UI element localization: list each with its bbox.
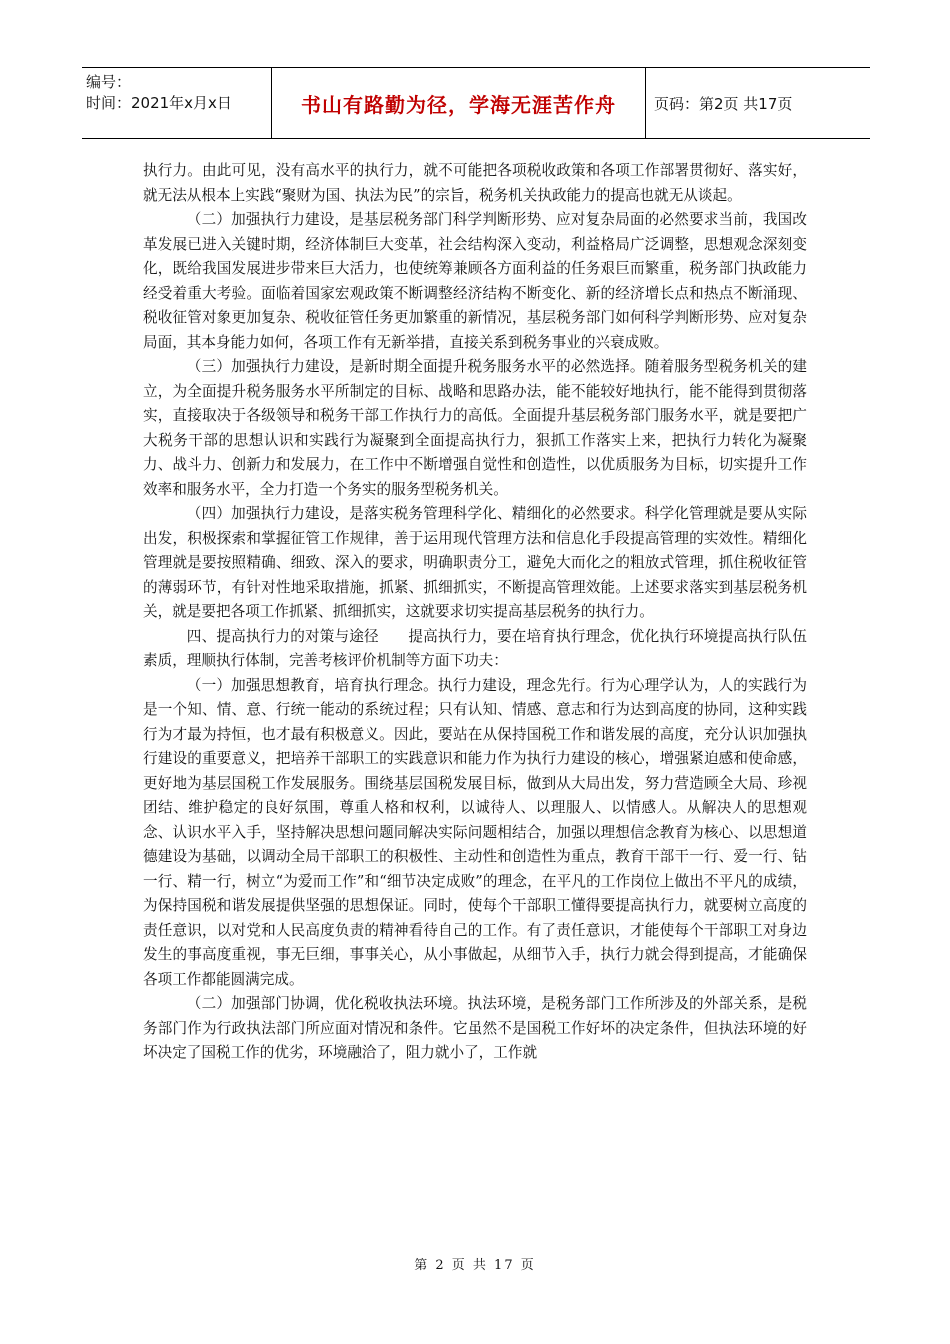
paragraph-section-4: （四）加强执行力建设，是落实税务管理科学化、精细化的必然要求。科学化管理就是要从实际出发，积极探索和掌握征管工作规律，善于运用现代管理方法和信息化手段提高管理的实效性。精细化管理就是要按照精确、细致、深入的要求，明确职责分工，避免大而化之的粗放式管理，抓住税收征管的薄弱环节，有针对性地采取措施，抓紧、抓细抓实，不断提高管理效能。上述要求落实到基层税务机关，就是要把各项工作抓紧、抓细抓实，这就要求切实提高基层税务的执行力。 (143, 505, 807, 620)
document-number-label: 编号： (86, 73, 132, 91)
document-body (143, 159, 807, 1066)
header-meta (82, 68, 272, 138)
paragraph-section-3: （三）加强执行力建设，是新时期全面提升税务服务水平的必然选择。随着服务型税务机关的建立，为全面提升税务服务水平所制定的目标、战略和思路办法，能不能较好地执行，能不能得到贯彻落实，直接取决于各级领导和税务干部工作执行力的高低。全面提升基层税务部门服务水平，就是要把广大税务干部的思想认识和实践行为凝聚到全面提高执行力，狠抓工作落实上来，把执行力转化为凝聚力、战斗力、创新力和发展力，在工作中不断增强自觉性和创造性，以优质服务为目标，切实提升工作效率和服务水平，全力打造一个务实的服务型税务机关。 (143, 358, 807, 498)
paragraph-measure-2: （二）加强部门协调，优化税收执法环境。执法环境，是税务部门工作所涉及的外部关系，是税务部门作为行政执法部门所应面对情况和条件。它虽然不是国税工作好坏的决定条件，但执法环境的好坏决定了国税工作的优劣，环境融洽了，阻力就小了，工作就 (143, 995, 807, 1061)
page-header (82, 67, 870, 139)
paragraph-measure-1: （一）加强思想教育，培育执行理念。执行力建设，理念先行。行为心理学认为，人的实践行为是一个知、情、意、行统一能动的系统过程；只有认知、情感、意志和行为达到高度的协同，这种实践行为才最为持恒，也才最有积极意义。因此，要站在从保持国税工作和谐发展的高度，充分认识加强执行建设的重要意义，把培养干部职工的实践意识和能力作为执行力建设的核心，增强紧迫感和使命感，更好地为基层国税工作发展服务。围绕基层国税发展目标，做到从大局出发，努力营造顾全大局、珍视团结、维护稳定的良好氛围，尊重人格和权利，以诚待人、以理服人、以情感人。从解决人的思想观念、认识水平入手，坚持解决思想问题同解决实际问题相结合，加强以理想信念教育为核心、以思想道德建设为基础，以调动全局干部职工的积极性、主动性和创造性为重点，教育干部干一行、爱一行、钻一行、精一行，树立“为爱而工作”和“细节决定成败”的理念，在平凡的工作岗位上做出不平凡的成绩，为保持国税和谐发展提供坚强的思想保证。同时，使每个干部职工懂得要提高执行力，就要树立高度的责任意识，以对党和人民高度负责的精神看待自己的工作。有了责任意识，才能使每个干部职工对身边发生的事高度重视，事无巨细，事事关心，从小事做起，从细节入手，执行力就会得到提高，才能确保各项工作都能圆满完成。 (143, 676, 807, 988)
paragraph-continuation: 执行力。由此可见，没有高水平的执行力，就不可能把各项税收政策和各项工作部署贯彻好、落实好，就无法从根本上实践“聚财为国、执法为民”的宗旨，税务机关执政能力的提高也就无从谈起。 (143, 162, 807, 204)
header-page-info: 页码：第2页 共17页 (654, 94, 793, 113)
document-date: 时间：2021年x月x日 (86, 94, 232, 112)
paragraph-heading-4: 四、提高执行力的对策与途径 提高执行力，要在培育执行理念，优化执行环境提高执行队伍素质，理顺执行体制，完善考核评价机制等方面下功夫： (143, 627, 807, 669)
paragraph-section-2: （二）加强执行力建设，是基层税务部门科学判断形势、应对复杂局面的必然要求当前，我国改革发展已进入关键时期，经济体制巨大变革，社会结构深入变动，利益格局广泛调整，思想观念深刻变化，既给我国发展进步带来巨大活力，也使统筹兼顾各方面利益的任务艰巨而繁重，税务部门执政能力经受着重大考验。面临着国家宏观政策不断调整经济结构不断变化、新的经济增长点和热点不断涌现、税收征管对象更加复杂、税收征管任务更加繁重的新情况，基层税务部门如何科学判断形势、应对复杂局面，其本身能力如何，各项工作有无新举措，直接关系到税务事业的兴衰成败。 (143, 211, 807, 351)
header-motto: 书山有路勤为径，学海无涯苦作舟 (272, 68, 646, 138)
page-footer: 第 2 页 共 17 页 (414, 1258, 536, 1273)
